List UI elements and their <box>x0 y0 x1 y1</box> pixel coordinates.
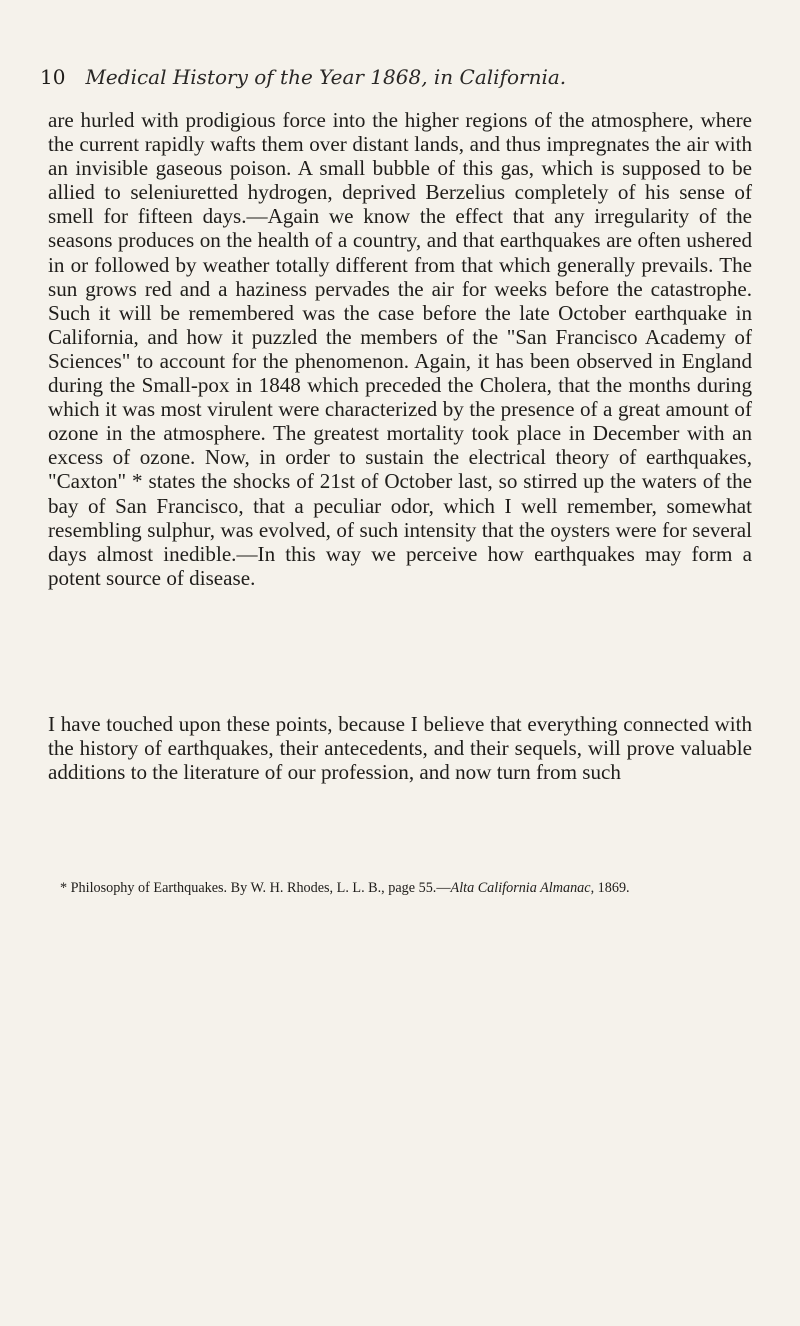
body-paragraph-2: I have touched upon these points, because I believe that everything connected with the history of earthquakes, their antecedents, and their sequels, will prove valuable additions to the literature of our profession, and now turn from such <box>48 712 752 785</box>
running-title: Medical History of the Year 1868, in California. <box>85 65 567 89</box>
footnote-citation: * Philosophy of Earthquakes. By W. H. Rhodes, L. L. B., page 55.— <box>60 880 451 896</box>
page-number: 10 <box>40 65 66 89</box>
page-header <box>40 62 750 92</box>
body-paragraph-1: are hurled with prodigious force into the higher regions of the atmosphere, where the current rapidly wafts them over distant lands, and thus impregnates the air with an invisible gaseous poison. A small bubble of this gas, which is supposed to be allied to seleniuretted hydrogen, deprived Berzelius completely of his sense of smell for fifteen days.—Again we know the effect that any irregularity of the seasons produces on the health of a country, and that earthquakes are often ushered in or followed by weather totally different from that which generally prevails. The sun grows red and a haziness pervades the air for weeks before the catastrophe. Such it will be remembered was the case before the late October earthquake in California, and how it puzzled the members of the "San Francisco Academy of Sciences" to account for the phenomenon. Again, it has been observed in England during the Small-pox in 1848 which preceded the Cholera, that the months during which it was most virulent were characterized by the presence of a great amount of ozone in the atmosphere. The greatest mortality took place in December with an excess of ozone. Now, in order to sustain the electrical theory of earthquakes, "Caxton" * states the shocks of 21st of October last, so stirred up the waters of the bay of San Francisco, that a peculiar odor, which I well remember, somewhat resembling sulphur, was evolved, of such intensity that the oysters were for several days almost inedible.—In this way we perceive how earthquakes may form a potent source of disease. <box>48 108 752 590</box>
footnote-source: Alta California Almanac <box>450 880 591 896</box>
footnote <box>48 878 752 899</box>
footnote-year: , 1869. <box>590 880 630 896</box>
